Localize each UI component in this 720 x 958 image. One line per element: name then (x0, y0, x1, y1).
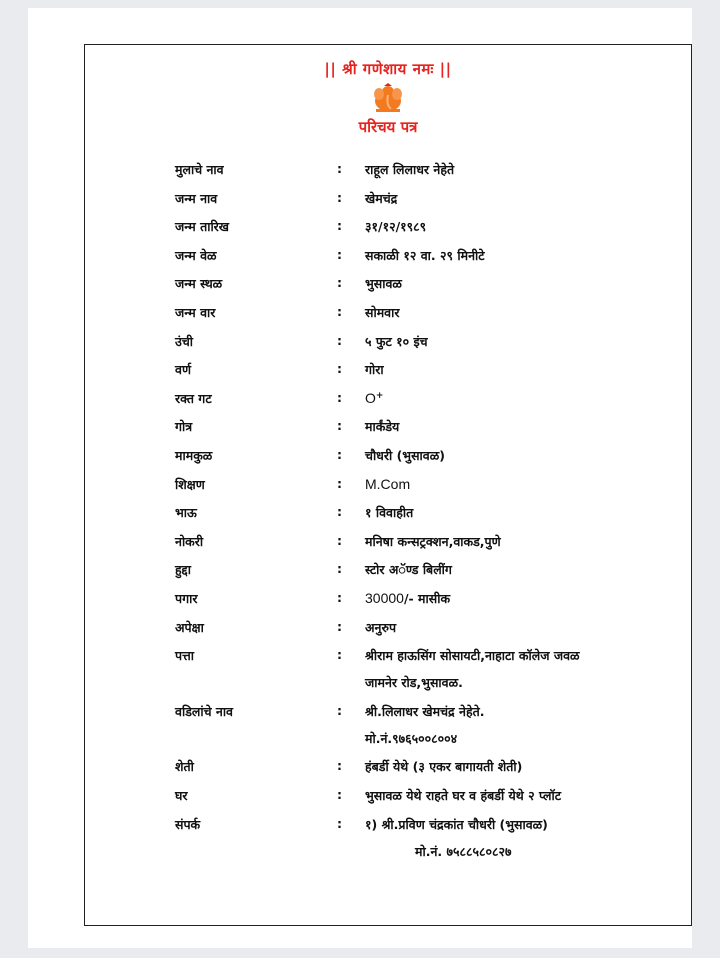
field-value (365, 590, 450, 607)
field-label: जन्म वार (175, 305, 216, 320)
field-label: नोकरी (175, 533, 204, 549)
field-label: वर्ण (175, 362, 191, 378)
document-title: परिचय पत्र (358, 118, 418, 136)
field-value (365, 561, 452, 578)
field-label: पत्ता (175, 648, 194, 664)
field-label: उंची (175, 333, 194, 349)
page-sheet (28, 8, 692, 948)
field-separator: : (337, 304, 342, 319)
field-row (85, 218, 691, 240)
field-separator: : (337, 161, 342, 176)
field-separator: : (337, 361, 342, 377)
field-label: शिक्षण (175, 476, 205, 492)
field-row (85, 304, 691, 326)
field-value (365, 533, 501, 550)
field-row (85, 561, 691, 583)
field-separator: : (337, 590, 342, 605)
field-row (85, 504, 691, 526)
field-value-text: भुसावळ येथे राहते घर व हंबर्डी येथे २ प्लॉट (365, 788, 562, 803)
field-value-text: ३१/१२/१९८९ (365, 219, 427, 235)
field-value-text: भुसावळ (365, 276, 402, 292)
field-label: मामकुळ (175, 448, 213, 463)
field-separator: : (337, 532, 342, 548)
field-separator: : (337, 787, 342, 802)
field-value-text: ५ फुट १० इंच (365, 333, 428, 349)
field-value (365, 218, 426, 235)
field-value (365, 333, 428, 350)
field-value (365, 275, 402, 292)
field-value-text: गोरा (365, 362, 384, 378)
field-value (365, 247, 485, 264)
field-value-text: सोमवार (365, 305, 400, 320)
biodata-frame (84, 44, 692, 926)
field-value (365, 787, 561, 804)
field-value-text: मार्कंडेय (365, 419, 400, 435)
field-row (85, 703, 691, 725)
field-row (85, 647, 691, 669)
field-value-text: 30000 (365, 590, 404, 606)
field-label: संपर्क (175, 816, 201, 832)
field-separator: : (337, 647, 342, 663)
field-separator: : (337, 702, 342, 718)
field-row (85, 447, 691, 469)
field-separator: : (337, 332, 342, 348)
field-row (85, 247, 691, 269)
field-row (85, 161, 691, 183)
field-value-text: श्री.लिलाधर खेमचंद्र नेहेते. (365, 703, 485, 719)
field-row (85, 390, 691, 412)
field-label: गोत्र (175, 419, 193, 435)
field-value-line2: जामनेर रोड,भुसावळ. (365, 675, 463, 691)
field-label: मुलाचे नाव (175, 162, 224, 177)
field-label: वडिलांचे नाव (175, 703, 234, 719)
field-separator: : (337, 475, 342, 491)
field-separator: : (337, 561, 342, 577)
field-value-line2: मो.नं. ७५८८५८०८२७ (415, 843, 512, 859)
field-value-text: O (365, 389, 376, 406)
field-row (85, 619, 691, 641)
field-value (365, 418, 399, 435)
field-value (365, 390, 383, 406)
field-value-text: १ विवाहीत (365, 505, 414, 521)
field-value-text: स्टोर अॅण्ड बिलींग (365, 562, 452, 578)
field-label: पगार (175, 591, 198, 606)
field-value-suffix: /- मासीक (403, 591, 451, 606)
field-value-text: सकाळी १२ वा. २९ मिनीटे (365, 247, 485, 263)
field-label: भाऊ (175, 505, 197, 521)
field-separator: : (337, 504, 342, 520)
field-value-text: मनिषा कन्सट्रक्शन,वाकड,पुणे (365, 533, 501, 549)
field-value (365, 161, 454, 178)
field-separator: : (337, 815, 342, 831)
field-separator: : (337, 618, 342, 634)
field-row (85, 816, 691, 838)
field-value-text: चौधरी (भुसावळ) (365, 448, 445, 463)
field-label: अपेक्षा (175, 619, 204, 635)
field-value-text: श्रीराम हाऊसिंग सोसायटी,नाहाटा कॉलेज जवळ (365, 648, 580, 664)
ganesha-emblem-icon (368, 83, 408, 113)
field-separator: : (337, 246, 342, 262)
field-separator: : (337, 218, 342, 234)
field-separator: : (337, 389, 342, 405)
field-separator: : (337, 275, 342, 291)
field-value-text: अनुरुप (365, 619, 397, 635)
field-row (85, 333, 691, 355)
field-label: हुद्दा (175, 562, 191, 578)
field-label: जन्म स्थळ (175, 276, 223, 292)
field-value (365, 447, 445, 464)
field-value (365, 361, 384, 378)
field-row (85, 758, 691, 780)
field-value-text: राहूल लिलाधर नेहेते (365, 162, 455, 177)
field-value-superscript: + (375, 390, 384, 401)
field-separator: : (337, 418, 342, 434)
field-value (365, 304, 399, 321)
field-value-text: हंबर्डी येथे (३ एकर बागायती शेती) (365, 759, 523, 775)
field-row (85, 418, 691, 440)
field-row (85, 787, 691, 809)
field-label: शेती (175, 759, 194, 775)
field-value-text: खेमचंद्र (365, 190, 398, 206)
field-value (365, 703, 485, 720)
field-label: रक्त गट (175, 390, 212, 406)
field-row (85, 533, 691, 555)
field-value-text: M.Com (365, 475, 411, 492)
field-label: घर (175, 788, 188, 803)
field-label: जन्म तारिख (175, 219, 230, 235)
field-separator: : (337, 189, 342, 205)
field-row (85, 590, 691, 612)
field-separator: : (337, 758, 342, 774)
field-row (85, 190, 691, 212)
field-value (365, 816, 548, 833)
field-row (85, 275, 691, 297)
field-label: जन्म नाव (175, 190, 218, 206)
field-value-text: १) श्री.प्रविण चंद्रकांत चौधरी (भुसावळ) (365, 816, 548, 832)
field-value (365, 758, 522, 775)
field-label: जन्म वेळ (175, 247, 217, 263)
invocation-heading: || श्री गणेशाय नमः || (324, 60, 452, 78)
field-value-line2: मो.नं.९७६५००८००४ (365, 730, 458, 746)
field-value (365, 190, 397, 207)
field-value (365, 647, 580, 664)
field-row (85, 361, 691, 383)
field-separator: : (337, 447, 342, 462)
field-value (365, 619, 396, 636)
field-row (85, 476, 691, 498)
field-value (365, 476, 410, 492)
field-value (365, 504, 413, 521)
